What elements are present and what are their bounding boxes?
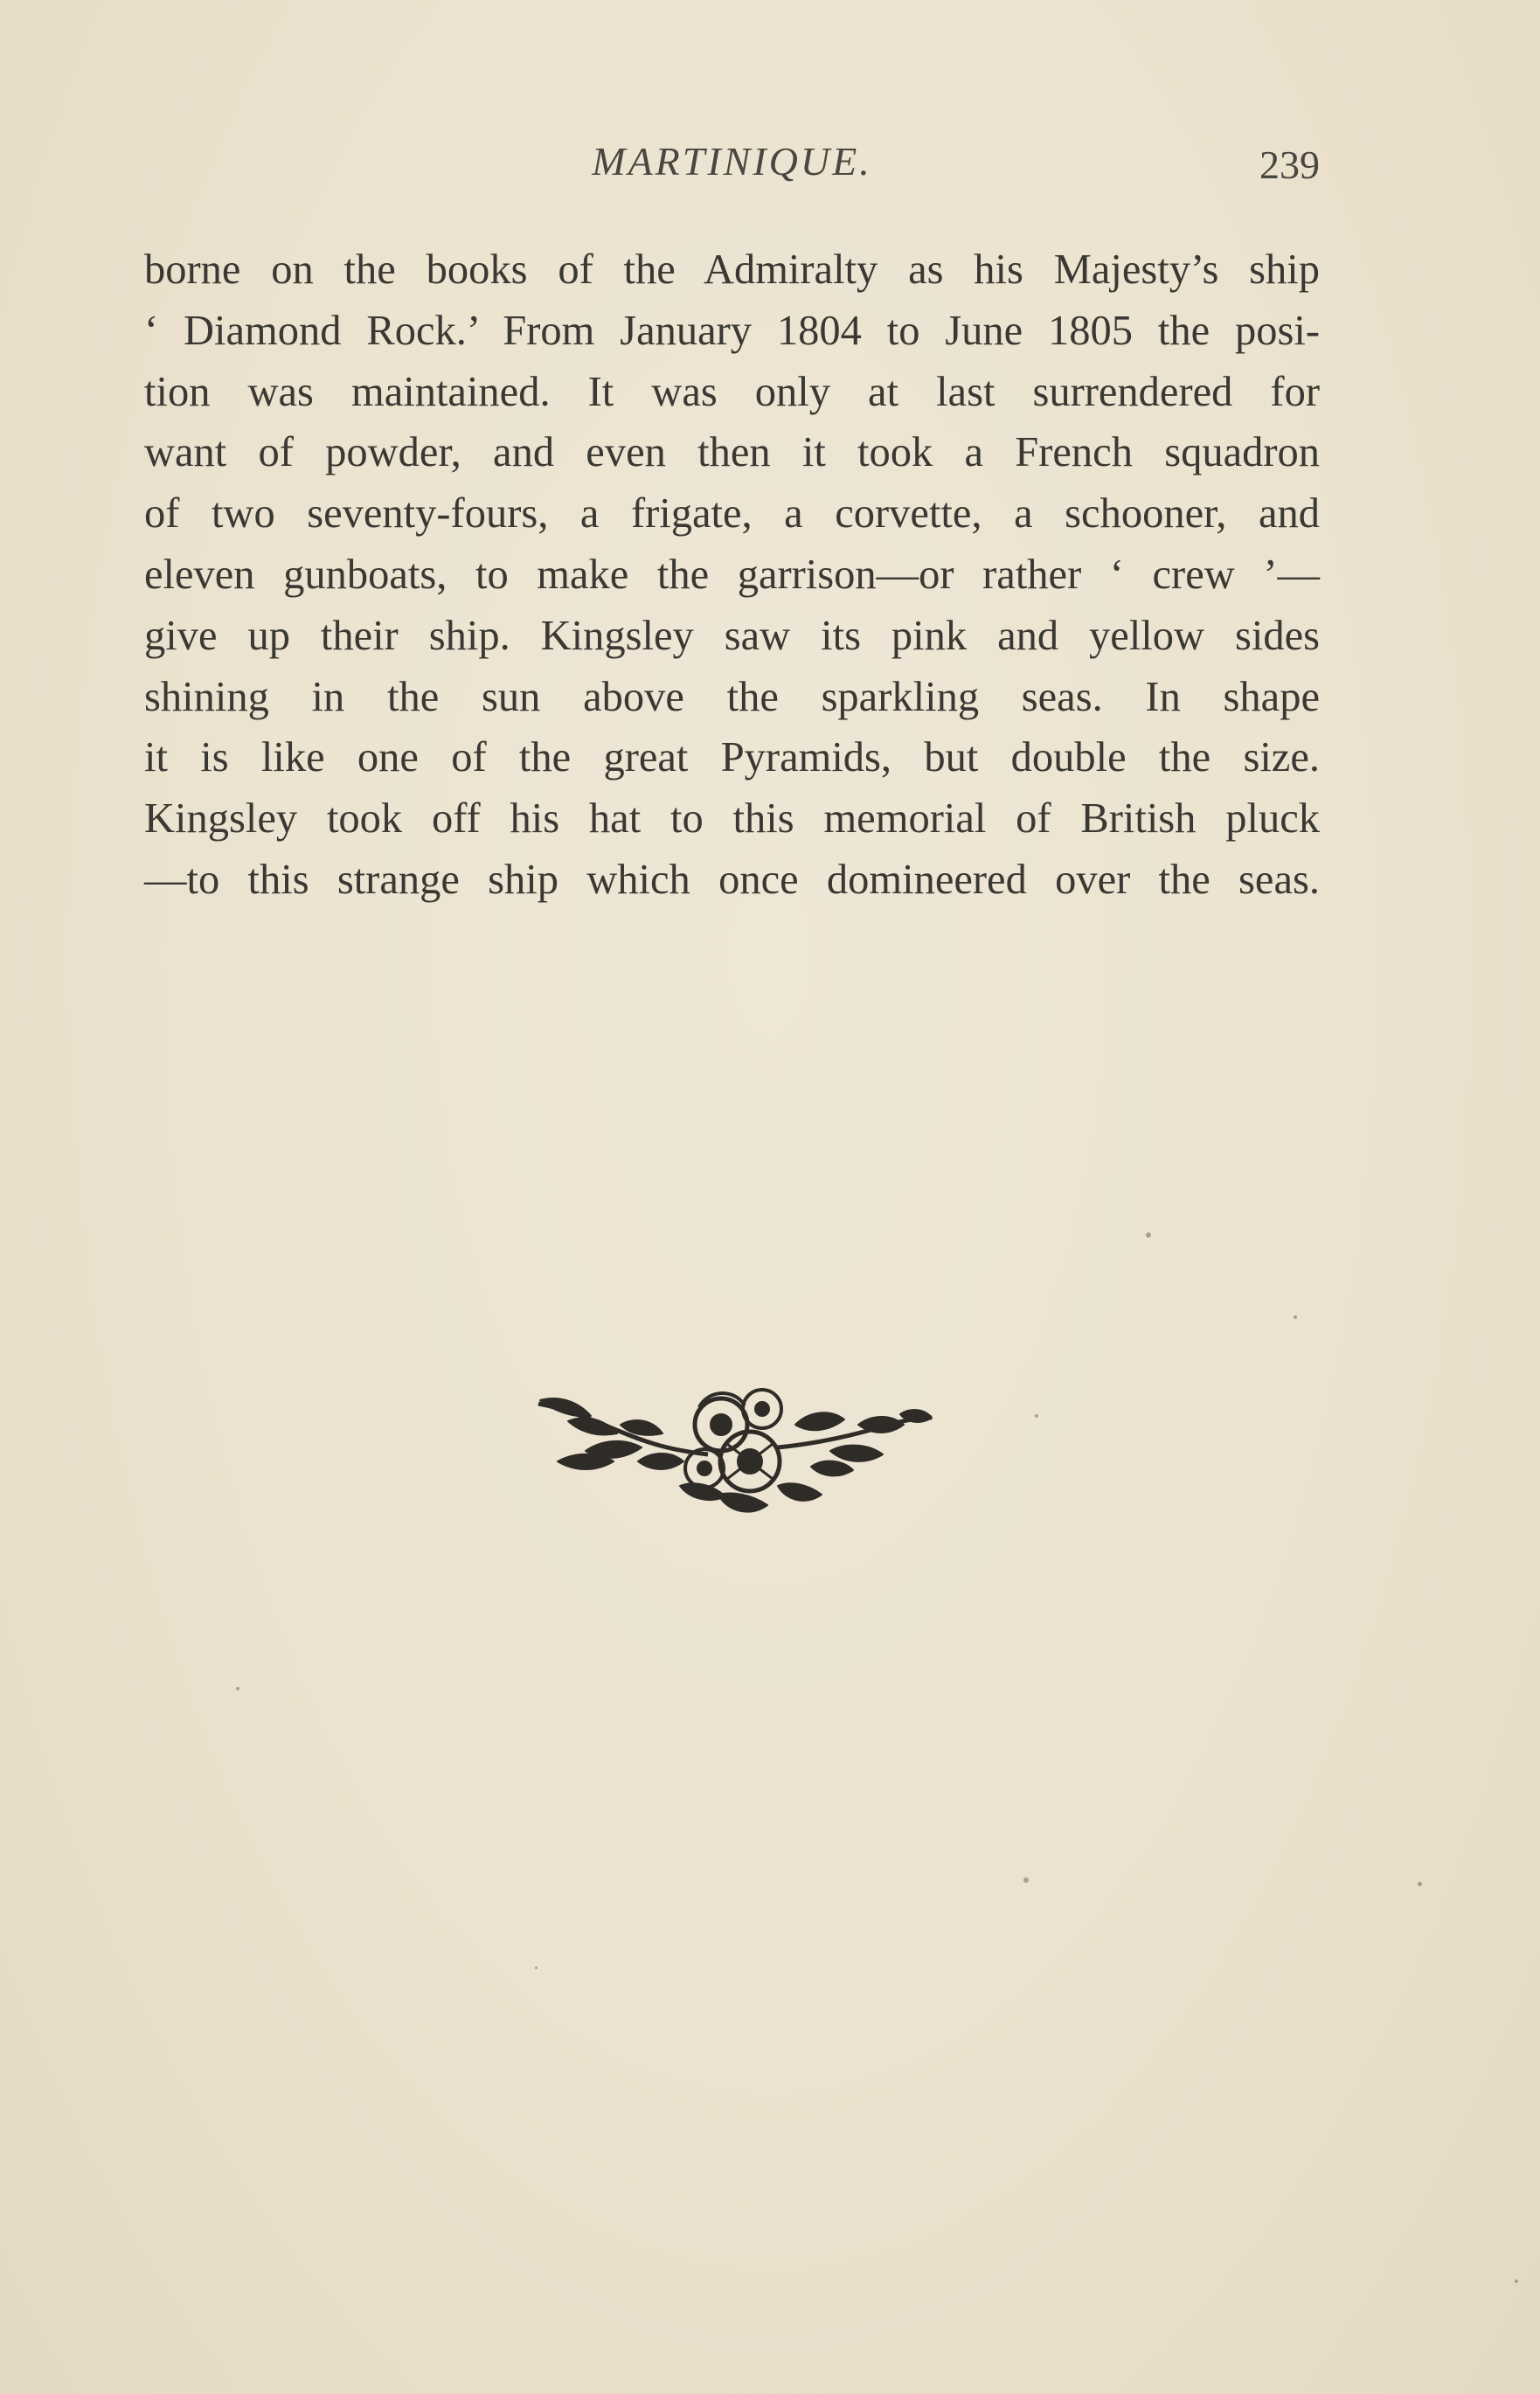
text-line: want of powder, and even then it took a French squadron <box>144 429 1320 476</box>
text-line: give up their ship. Kingsley saw its pink and yellow sides <box>144 612 1320 659</box>
paper-speck <box>535 1967 538 1969</box>
text-line: eleven gunboats, to make the garrison—or rather ‘ crew ’— <box>144 551 1320 598</box>
page-number: 239 <box>1259 142 1320 187</box>
text-line: —to this strange ship which once domineered over the seas. <box>144 856 1320 903</box>
paper-speck <box>236 1687 239 1690</box>
page-header <box>144 138 1320 199</box>
body-paragraph <box>144 239 1320 911</box>
text-line: Kingsley took off his hat to this memorial of British pluck <box>144 795 1320 843</box>
paper-speck <box>1418 1882 1422 1886</box>
paper-speck <box>1294 1315 1297 1319</box>
running-title: MARTINIQUE. <box>592 139 872 184</box>
paper-speck <box>1023 1877 1029 1883</box>
text-line: ‘ Diamond Rock.’ From January 1804 to June 1805 the posi- <box>144 307 1320 354</box>
text-line: tion was maintained. It was only at last surrendered for <box>144 368 1320 415</box>
paper-speck <box>1035 1414 1038 1418</box>
text-line: shining in the sun above the sparkling seas. In shape <box>144 673 1320 720</box>
paper-speck <box>1146 1232 1151 1238</box>
floral-tailpiece-icon <box>533 1364 935 1530</box>
text-line: of two seventy-fours, a frigate, a corvette, a schooner, and <box>144 490 1320 538</box>
paper-speck <box>1515 2280 1518 2283</box>
text-line: borne on the books of the Admiralty as his Majesty’s ship <box>144 246 1320 293</box>
text-line: it is like one of the great Pyramids, but double the size. <box>144 734 1320 781</box>
